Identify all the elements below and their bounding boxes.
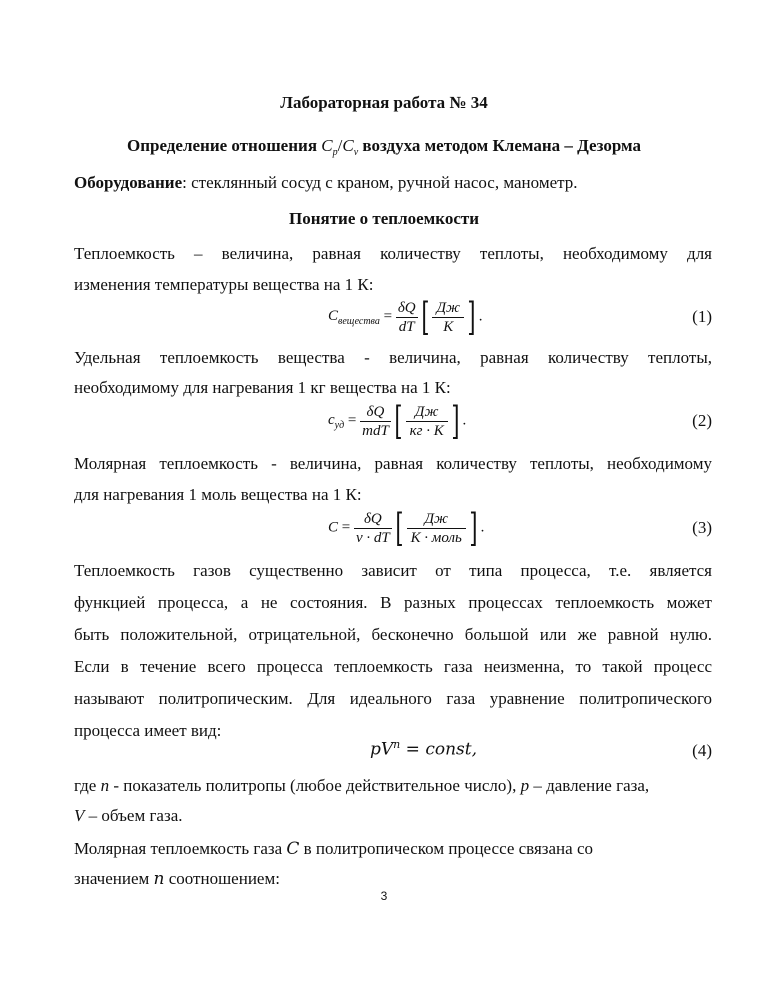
eq1-number: (1)	[692, 307, 712, 326]
equipment-text: : стеклянный сосуд с краном, ручной насос, манометр.	[182, 173, 578, 192]
p5-line1: где n - показатель политропы (любое действительное число), p – давление газа,	[74, 776, 650, 795]
equation-3: C = $\frac{\delta Q}{\nu \cdot dT}$ [ $\frac{Дж}{\text{К · моль}}$ ] .	[328, 506, 485, 550]
p6-line1: Молярная теплоемкость газа C в политропическом процессе связана со	[74, 839, 593, 859]
cp-symbol: $C_p$	[321, 136, 338, 158]
subtitle-pre: Определение отношения	[127, 136, 322, 155]
eq3-unit: $\frac{Дж}{\text{К · моль}}$	[407, 510, 466, 547]
eq2-lhs: $c_{уд}$	[328, 412, 345, 432]
page-number: 3	[380, 889, 388, 903]
eq2-unit: $\frac{Дж}{кг \cdot К}$	[406, 403, 448, 440]
lab-title: Лабораторная работа № 34	[280, 93, 488, 112]
p4-line3: быть положительной, отрицательной, бесконечно большой или же равной нулю.	[74, 625, 712, 644]
section-title: Понятие о теплоемкости	[288, 209, 480, 228]
p4-line5: называют политропическим. Для идеального газа уравнение политропического	[74, 689, 712, 708]
p5-line2: V – объем газа.	[74, 806, 183, 825]
equation-4: $pV^n$ = const,	[370, 738, 477, 760]
equation-2: $c_{уд}$ = $\frac{\delta Q}{\text{mdT}}$ [ $\frac{Дж}{кг \cdot К}$ ] .	[328, 399, 467, 443]
eq2-equals: =	[347, 412, 357, 429]
p4-line1: Теплоемкость газов существенно зависит от типа процесса, т.е. является	[74, 561, 712, 580]
eq4-number: (4)	[692, 741, 712, 760]
slash: /	[337, 136, 343, 155]
p4-line6: процесса имеет вид:	[74, 721, 222, 740]
p3-line2: для нагревания 1 моль вещества на 1 К:	[74, 485, 362, 504]
eq3-fraction: $\frac{\delta Q}{\nu \cdot dT}$	[355, 510, 390, 546]
p4-line2: функцией процесса, а не состояния. В разных процессах теплоемкость может	[74, 593, 712, 612]
p2-line1: Удельная теплоемкость вещества - величина, равная количеству теплоты,	[74, 348, 712, 367]
eq3-lhs: C	[328, 519, 339, 536]
eq2-number: (2)	[692, 411, 712, 430]
eq2-fraction: $\frac{\delta Q}{\text{mdT}}$	[362, 403, 389, 439]
eq1-lhs: $C_{вещества}$	[328, 308, 380, 328]
equipment-label: Оборудование	[74, 173, 183, 192]
eq1-fraction: $\frac{\delta Q}{dT}$	[397, 299, 416, 335]
cv-symbol: $C_v$	[342, 136, 359, 158]
eq1-unit: $\frac{Дж}{К}$	[432, 299, 464, 336]
eq3-equals: =	[341, 519, 351, 536]
p3-line1: Молярная теплоемкость - величина, равная количеству теплоты, необходимому	[74, 454, 712, 473]
eq3-number: (3)	[692, 518, 712, 537]
subtitle-post: воздуха методом Клемана – Дезорма	[358, 136, 641, 155]
equation-1: $C_{вещества}$ = $\frac{\delta Q}{dT}$ [ $\frac{Дж}{К}$ ] .	[328, 295, 483, 339]
equipment-line	[74, 168, 712, 198]
p2-line2: необходимому для нагревания 1 кг вещества на 1 К:	[74, 378, 451, 397]
lab-subtitle	[0, 136, 768, 158]
p1-line2: изменения температуры вещества на 1 К:	[74, 275, 374, 294]
p4-line4: Если в течение всего процесса теплоемкость газа неизменна, то такой процесс	[74, 657, 712, 676]
eq1-equals: =	[383, 308, 393, 325]
p1-line1: Теплоемкость – величина, равная количеству теплоты, необходимому для	[74, 244, 712, 263]
p6-line2: значением n соотношением:	[74, 869, 280, 889]
